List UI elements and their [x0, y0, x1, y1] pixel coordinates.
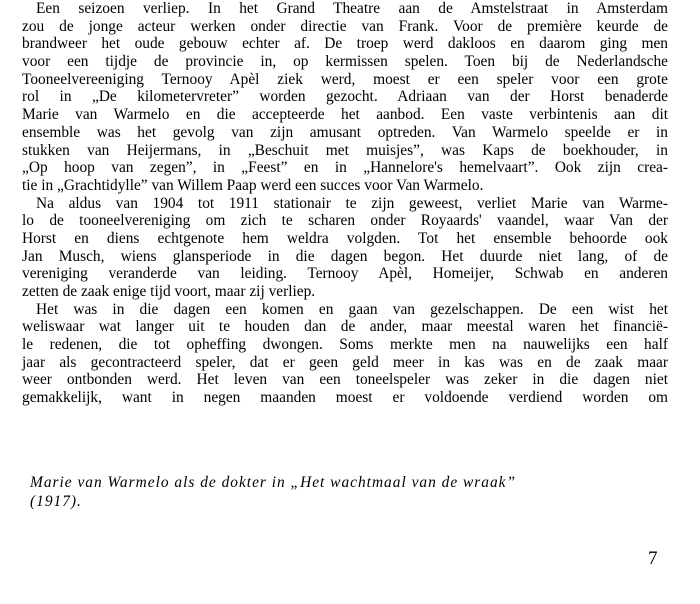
body-text — [22, 0, 668, 407]
text-line: zou de jonge acteur werken onder directie van Frank. Voor de première keurde de — [22, 17, 668, 35]
text-line: gemakkelijk, want in negen maanden moest er voldoende verdiend worden om — [22, 389, 668, 407]
caption-line: (1917). — [30, 493, 82, 510]
text-line: Tooneelvereeniging Ternooy Apèl ziek werd, moest er een speler voor een grote — [22, 70, 668, 88]
text-line: Horst en diens echtgenote hem weldra volgden. Tot het ensemble behoorde ook — [22, 229, 668, 247]
text-line: Het was in die dagen een komen en gaan van gezelschappen. De een wist het — [36, 300, 668, 318]
text-line: vereniging veranderde van leiding. Ternooy Apèl, Homeijer, Schwab en anderen — [22, 265, 668, 283]
text-line: rol in „De kilometervreter” worden gezocht. Adriaan van der Horst benaderde — [22, 88, 668, 106]
figure-caption — [30, 473, 670, 511]
text-line: Marie van Warmelo en die accepteerde het aanbod. Een vaste verbintenis aan dit — [22, 106, 668, 124]
text-line: lo de tooneelvereniging om zich te scharen onder Royaards' vaandel, waar Van der — [22, 212, 668, 230]
caption-line: Marie van Warmelo als de dokter in „Het wachtmaal van de wraak” — [30, 474, 517, 491]
text-line: tie in „Grachtidylle” van Willem Paap werd een succes voor Van Warmelo. — [22, 176, 484, 194]
text-line: brandweer het oude gebouw echter af. De troep werd dakloos en daarom ging men — [22, 35, 668, 53]
text-line: Een seizoen verliep. In het Grand Theatre aan de Amstelstraat in Amsterdam — [36, 0, 668, 17]
text-line: jaar als gecontracteerd speler, dat er geen geld meer in kas was en de zaak maar — [22, 353, 668, 371]
text-line: Jan Musch, wiens glansperiode in die dagen begon. Het duurde niet lang, of de — [22, 247, 668, 265]
page-number: 7 — [648, 548, 658, 569]
text-line: le redenen, die tot opheffing dwongen. Soms merkte men na nauwelijks een half — [22, 336, 668, 354]
text-line: weer ontbonden werd. Het leven van een toneelspeler was zeker in die dagen niet — [22, 371, 668, 389]
text-line: „Op hoop van zegen”, in „Feest” en in „Hannelore's hemelvaart”. Ook zijn crea- — [22, 159, 668, 177]
text-line: weliswaar wat langer uit te houden dan de ander, maar meestal waren het financië- — [22, 318, 668, 336]
text-line: stukken van Heijermans, in „Beschuit met muisjes”, was Kaps de boekhouder, in — [22, 141, 668, 159]
text-line: Na aldus van 1904 tot 1911 stationair te zijn geweest, verliet Marie van Warme- — [36, 194, 668, 212]
text-line: ensemble was het gevolg van zijn amusant optreden. Van Warmelo speelde er in — [22, 123, 668, 141]
text-line: zetten de zaak enige tijd voort, maar zij verliep. — [22, 283, 316, 300]
text-line: voor een tijdje de provincie in, op kermissen spelen. Toen bij de Nederlandsche — [22, 53, 668, 71]
